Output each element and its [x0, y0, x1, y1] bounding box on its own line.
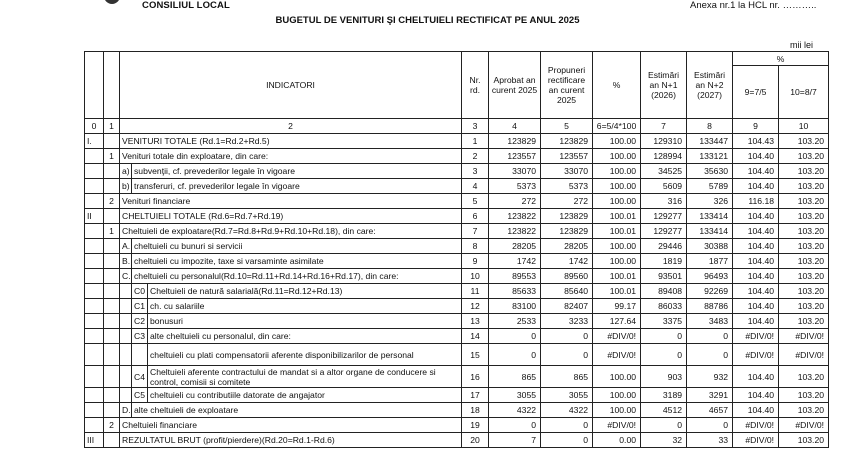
value-cell: 0 — [687, 344, 733, 366]
value-cell: 89560 — [541, 269, 593, 284]
value-cell: 3375 — [641, 314, 687, 329]
column-index-cell: 4 — [489, 119, 541, 134]
value-cell: 104.40 — [733, 388, 779, 403]
value-cell: 316 — [641, 194, 687, 209]
indicator-label: REZULTATUL BRUT (profit/pierdere)(Rd.20=Rd.1-Rd.6) — [120, 433, 462, 448]
row-number: 7 — [462, 224, 489, 239]
section-numeral — [85, 254, 104, 269]
row-number: 17 — [462, 388, 489, 403]
value-cell: 99.17 — [593, 299, 641, 314]
value-cell: 104.40 — [733, 224, 779, 239]
value-cell: 100.00 — [593, 254, 641, 269]
section-numeral — [85, 284, 104, 299]
header-blank-b — [104, 52, 120, 119]
table-row — [85, 194, 829, 209]
table-row — [85, 366, 829, 388]
header-indicatori: INDICATORI — [120, 52, 462, 119]
value-cell: 103.20 — [779, 299, 829, 314]
subsection-number — [104, 134, 120, 149]
column-index-cell: 3 — [462, 119, 489, 134]
value-cell: 3055 — [489, 388, 541, 403]
value-cell: #DIV/0! — [733, 344, 779, 366]
row-number: 2 — [462, 149, 489, 164]
column-index-cell: 9 — [733, 119, 779, 134]
subsection-number — [104, 388, 120, 403]
row-number: 12 — [462, 299, 489, 314]
section-numeral — [85, 403, 104, 418]
indicator-label: cheltuieli cu plati compensatorii aferente disponibilizarilor de personal — [148, 344, 462, 366]
header-nr-rd: Nr. rd. — [462, 52, 489, 119]
column-index-cell: 2 — [120, 119, 462, 134]
value-cell: 103.20 — [779, 239, 829, 254]
value-cell: 5373 — [541, 179, 593, 194]
value-cell: 4512 — [641, 403, 687, 418]
value-cell: #DIV/0! — [593, 329, 641, 344]
table-row — [85, 433, 829, 448]
value-cell: 103.20 — [779, 314, 829, 329]
document-title: BUGETUL DE VENITURI ŞI CHELTUIELI RECTIFICAT PE ANUL 2025 — [275, 15, 580, 26]
item-letter: C. — [120, 269, 132, 284]
value-cell: 123829 — [541, 209, 593, 224]
indicator-label: Cheltuieli aferente contractului de mandat si a altor organe de conducere si control, comisii si comitete — [148, 366, 462, 388]
subsection-number — [104, 433, 120, 448]
indicator-label: cheltuieli cu bunuri si servicii — [132, 239, 462, 254]
value-cell: 865 — [541, 366, 593, 388]
header-percent-group: % — [733, 52, 829, 66]
header-ratio-9: 9=7/5 — [733, 66, 779, 119]
subsection-number — [104, 254, 120, 269]
indicator-label: VENITURI TOTALE (Rd.1=Rd.2+Rd.5) — [120, 134, 462, 149]
header-estimari-n1: Estimări an N+1 (2026) — [641, 52, 687, 119]
item-letter — [120, 388, 132, 403]
column-index-row — [85, 119, 829, 134]
subsection-number: 2 — [104, 418, 120, 433]
section-numeral — [85, 194, 104, 209]
value-cell: 88786 — [687, 299, 733, 314]
header-estimari-n2: Estimări an N+2 (2027) — [687, 52, 733, 119]
table-row — [85, 224, 829, 239]
value-cell: 272 — [489, 194, 541, 209]
header-ratio-10: 10=8/7 — [779, 66, 829, 119]
value-cell: 4322 — [489, 403, 541, 418]
value-cell: 104.40 — [733, 149, 779, 164]
subsection-number — [104, 329, 120, 344]
value-cell: 104.40 — [733, 314, 779, 329]
item-letter: B. — [120, 254, 132, 269]
header-propuneri: Propuneri rectificare an curent 2025 — [541, 52, 593, 119]
value-cell: 104.40 — [733, 366, 779, 388]
item-code: C5 — [132, 388, 148, 403]
value-cell: 3291 — [687, 388, 733, 403]
value-cell: 100.00 — [593, 149, 641, 164]
indicator-label: Cheltuieli de exploatare(Rd.7=Rd.8+Rd.9+Rd.10+Rd.18), din care: — [120, 224, 462, 239]
column-index-cell: 0 — [85, 119, 104, 134]
row-number: 4 — [462, 179, 489, 194]
section-numeral — [85, 239, 104, 254]
item-code — [132, 344, 148, 366]
value-cell: 0.00 — [593, 433, 641, 448]
value-cell: 103.20 — [779, 194, 829, 209]
row-number: 8 — [462, 239, 489, 254]
column-index-cell: 8 — [687, 119, 733, 134]
value-cell: 0 — [541, 418, 593, 433]
value-cell: 133414 — [687, 209, 733, 224]
item-letter — [120, 366, 132, 388]
value-cell: 104.40 — [733, 164, 779, 179]
indicator-label: Cheltuieli financiare — [120, 418, 462, 433]
table-row — [85, 209, 829, 224]
row-number: 10 — [462, 269, 489, 284]
value-cell: 100.00 — [593, 388, 641, 403]
item-letter: b) — [120, 179, 132, 194]
table-row — [85, 149, 829, 164]
item-letter: A. — [120, 239, 132, 254]
value-cell: 28205 — [489, 239, 541, 254]
value-cell: 123557 — [541, 149, 593, 164]
column-index-cell: 1 — [104, 119, 120, 134]
indicator-label: Venituri financiare — [120, 194, 462, 209]
value-cell: 133121 — [687, 149, 733, 164]
value-cell: 92269 — [687, 284, 733, 299]
value-cell: 30388 — [687, 239, 733, 254]
value-cell: 116.18 — [733, 194, 779, 209]
indicator-label: bonusuri — [148, 314, 462, 329]
value-cell: 1877 — [687, 254, 733, 269]
value-cell: 89553 — [489, 269, 541, 284]
value-cell: 100.00 — [593, 134, 641, 149]
value-cell: 0 — [687, 329, 733, 344]
item-letter — [120, 314, 132, 329]
row-number: 19 — [462, 418, 489, 433]
value-cell: 103.20 — [779, 149, 829, 164]
subsection-number: 1 — [104, 224, 120, 239]
value-cell: 0 — [641, 329, 687, 344]
subsection-number — [104, 344, 120, 366]
indicator-label: alte cheltuieli de exploatare — [132, 403, 462, 418]
indicator-label: transferuri, cf. prevederilor legale în vigoare — [132, 179, 462, 194]
section-numeral — [85, 418, 104, 433]
section-numeral: I. — [85, 134, 104, 149]
value-cell: 903 — [641, 366, 687, 388]
row-number: 9 — [462, 254, 489, 269]
value-cell: 1819 — [641, 254, 687, 269]
subsection-number — [104, 269, 120, 284]
table-row — [85, 418, 829, 433]
section-numeral — [85, 329, 104, 344]
item-letter — [120, 344, 132, 366]
value-cell: 123822 — [489, 209, 541, 224]
item-letter — [120, 329, 132, 344]
value-cell: 129277 — [641, 224, 687, 239]
row-number: 13 — [462, 314, 489, 329]
value-cell: 123829 — [489, 134, 541, 149]
value-cell: 133447 — [687, 134, 733, 149]
subsection-number — [104, 239, 120, 254]
value-cell: 104.40 — [733, 254, 779, 269]
value-cell: 4657 — [687, 403, 733, 418]
value-cell: 89408 — [641, 284, 687, 299]
table-row — [85, 134, 829, 149]
header-blank-a — [85, 52, 104, 119]
value-cell: 0 — [489, 418, 541, 433]
column-index-cell: 7 — [641, 119, 687, 134]
value-cell: 103.20 — [779, 254, 829, 269]
value-cell: 100.00 — [593, 403, 641, 418]
value-cell: 93501 — [641, 269, 687, 284]
section-numeral: III — [85, 433, 104, 448]
item-letter — [120, 299, 132, 314]
table-row — [85, 299, 829, 314]
indicator-label: subvenţii, cf. prevederilor legale în vigoare — [132, 164, 462, 179]
value-cell: 103.20 — [779, 164, 829, 179]
row-number: 1 — [462, 134, 489, 149]
section-numeral — [85, 388, 104, 403]
subsection-number: 1 — [104, 149, 120, 164]
value-cell: 326 — [687, 194, 733, 209]
value-cell: 7 — [489, 433, 541, 448]
section-numeral: II — [85, 209, 104, 224]
value-cell: #DIV/0! — [733, 418, 779, 433]
section-numeral — [85, 179, 104, 194]
subsection-number — [104, 164, 120, 179]
indicator-label: cheltuieli cu impozite, taxe si varsaminte asimilate — [132, 254, 462, 269]
subsection-number — [104, 209, 120, 224]
value-cell: 103.20 — [779, 209, 829, 224]
value-cell: 29446 — [641, 239, 687, 254]
unit-label: mii lei — [790, 40, 814, 50]
value-cell: 100.00 — [593, 164, 641, 179]
value-cell: 86033 — [641, 299, 687, 314]
table-row — [85, 284, 829, 299]
value-cell: 127.64 — [593, 314, 641, 329]
table-row — [85, 403, 829, 418]
value-cell: 2533 — [489, 314, 541, 329]
section-numeral — [85, 224, 104, 239]
subsection-number — [104, 314, 120, 329]
value-cell: 932 — [687, 366, 733, 388]
value-cell: 100.00 — [593, 239, 641, 254]
value-cell: 129310 — [641, 134, 687, 149]
indicator-label: Cheltuieli de natură salarială(Rd.11=Rd.12+Rd.13) — [148, 284, 462, 299]
value-cell: 4322 — [541, 403, 593, 418]
table-row — [85, 388, 829, 403]
header-aprobat: Aprobat an curent 2025 — [489, 52, 541, 119]
value-cell: 104.43 — [733, 134, 779, 149]
value-cell: 0 — [541, 433, 593, 448]
value-cell: 103.20 — [779, 366, 829, 388]
value-cell: 100.01 — [593, 284, 641, 299]
item-code: C3 — [132, 329, 148, 344]
indicator-label: ch. cu salariile — [148, 299, 462, 314]
value-cell: #DIV/0! — [733, 433, 779, 448]
value-cell: 128994 — [641, 149, 687, 164]
value-cell: 96493 — [687, 269, 733, 284]
value-cell: 3189 — [641, 388, 687, 403]
row-number: 15 — [462, 344, 489, 366]
value-cell: 32 — [641, 433, 687, 448]
row-number: 6 — [462, 209, 489, 224]
item-code: C2 — [132, 314, 148, 329]
value-cell: 85633 — [489, 284, 541, 299]
value-cell: 0 — [489, 344, 541, 366]
indicator-label: CHELTUIELI TOTALE (Rd.6=Rd.7+Rd.19) — [120, 209, 462, 224]
value-cell: 82407 — [541, 299, 593, 314]
value-cell: 104.40 — [733, 239, 779, 254]
value-cell: #DIV/0! — [779, 418, 829, 433]
section-numeral — [85, 299, 104, 314]
row-number: 16 — [462, 366, 489, 388]
annex-reference: Anexa nr.1 la HCL nr. ……….. — [690, 0, 817, 11]
table-row — [85, 239, 829, 254]
item-letter: a) — [120, 164, 132, 179]
item-code: C1 — [132, 299, 148, 314]
value-cell: 0 — [641, 344, 687, 366]
item-code: C0 — [132, 284, 148, 299]
subsection-number — [104, 179, 120, 194]
value-cell: 104.40 — [733, 299, 779, 314]
column-index-cell: 5 — [541, 119, 593, 134]
indicator-label: Venituri totale din exploatare, din care: — [120, 149, 462, 164]
table-row — [85, 344, 829, 366]
column-index-cell: 10 — [779, 119, 829, 134]
value-cell: #DIV/0! — [779, 344, 829, 366]
logo-emblem — [104, 0, 120, 4]
value-cell: 123557 — [489, 149, 541, 164]
section-numeral — [85, 366, 104, 388]
table-row — [85, 179, 829, 194]
value-cell: 100.00 — [593, 366, 641, 388]
item-letter — [120, 284, 132, 299]
value-cell: 83100 — [489, 299, 541, 314]
table-row — [85, 329, 829, 344]
row-number: 20 — [462, 433, 489, 448]
table-row — [85, 269, 829, 284]
value-cell: 3233 — [541, 314, 593, 329]
table-row — [85, 314, 829, 329]
item-code: C4 — [132, 366, 148, 388]
value-cell: 100.01 — [593, 224, 641, 239]
value-cell: 123829 — [541, 134, 593, 149]
subsection-number — [104, 366, 120, 388]
value-cell: 33070 — [489, 164, 541, 179]
value-cell: 104.40 — [733, 179, 779, 194]
section-numeral — [85, 149, 104, 164]
value-cell: 103.20 — [779, 403, 829, 418]
value-cell: #DIV/0! — [779, 329, 829, 344]
value-cell: 5609 — [641, 179, 687, 194]
value-cell: 100.00 — [593, 179, 641, 194]
subsection-number — [104, 299, 120, 314]
column-index-cell: 6=5/4*100 — [593, 119, 641, 134]
value-cell: 129277 — [641, 209, 687, 224]
value-cell: 103.20 — [779, 269, 829, 284]
value-cell: 103.20 — [779, 284, 829, 299]
organization-name: CONSILIUL LOCAL — [142, 0, 230, 11]
indicator-label: cheltuieli cu personalul(Rd.10=Rd.11+Rd.14+Rd.16+Rd.17), din care: — [132, 269, 462, 284]
row-number: 3 — [462, 164, 489, 179]
table-row — [85, 164, 829, 179]
value-cell: 123829 — [541, 224, 593, 239]
table-row — [85, 254, 829, 269]
value-cell: 0 — [541, 344, 593, 366]
value-cell: 104.40 — [733, 284, 779, 299]
value-cell: 100.00 — [593, 194, 641, 209]
value-cell: 85640 — [541, 284, 593, 299]
value-cell: 35630 — [687, 164, 733, 179]
value-cell: 3483 — [687, 314, 733, 329]
value-cell: 0 — [541, 329, 593, 344]
value-cell: 3055 — [541, 388, 593, 403]
section-numeral — [85, 314, 104, 329]
value-cell: #DIV/0! — [593, 418, 641, 433]
indicator-label: alte cheltuieli cu personalul, din care: — [148, 329, 462, 344]
value-cell: 28205 — [541, 239, 593, 254]
value-cell: 103.20 — [779, 224, 829, 239]
value-cell: #DIV/0! — [593, 344, 641, 366]
value-cell: 103.20 — [779, 388, 829, 403]
row-number: 14 — [462, 329, 489, 344]
budget-table — [84, 51, 829, 448]
value-cell: 104.40 — [733, 269, 779, 284]
value-cell: 33 — [687, 433, 733, 448]
value-cell: 5373 — [489, 179, 541, 194]
value-cell: #DIV/0! — [733, 329, 779, 344]
value-cell: 5789 — [687, 179, 733, 194]
value-cell: 33070 — [541, 164, 593, 179]
value-cell: 1742 — [541, 254, 593, 269]
subsection-number — [104, 403, 120, 418]
value-cell: 0 — [687, 418, 733, 433]
value-cell: 0 — [641, 418, 687, 433]
value-cell: 104.40 — [733, 403, 779, 418]
section-numeral — [85, 269, 104, 284]
section-numeral — [85, 344, 104, 366]
value-cell: 123822 — [489, 224, 541, 239]
indicator-label: cheltuieli cu contributiile datorate de angajator — [148, 388, 462, 403]
value-cell: 100.01 — [593, 209, 641, 224]
value-cell: 103.20 — [779, 134, 829, 149]
row-number: 11 — [462, 284, 489, 299]
value-cell: 0 — [489, 329, 541, 344]
section-numeral — [85, 164, 104, 179]
value-cell: 1742 — [489, 254, 541, 269]
value-cell: 865 — [489, 366, 541, 388]
value-cell: 133414 — [687, 224, 733, 239]
subsection-number — [104, 284, 120, 299]
subsection-number: 2 — [104, 194, 120, 209]
row-number: 5 — [462, 194, 489, 209]
row-number: 18 — [462, 403, 489, 418]
value-cell: 104.40 — [733, 209, 779, 224]
value-cell: 34525 — [641, 164, 687, 179]
item-letter: D. — [120, 403, 132, 418]
value-cell: 272 — [541, 194, 593, 209]
value-cell: 103.20 — [779, 433, 829, 448]
header-percent: % — [593, 52, 641, 119]
value-cell: 103.20 — [779, 179, 829, 194]
value-cell: 100.01 — [593, 269, 641, 284]
